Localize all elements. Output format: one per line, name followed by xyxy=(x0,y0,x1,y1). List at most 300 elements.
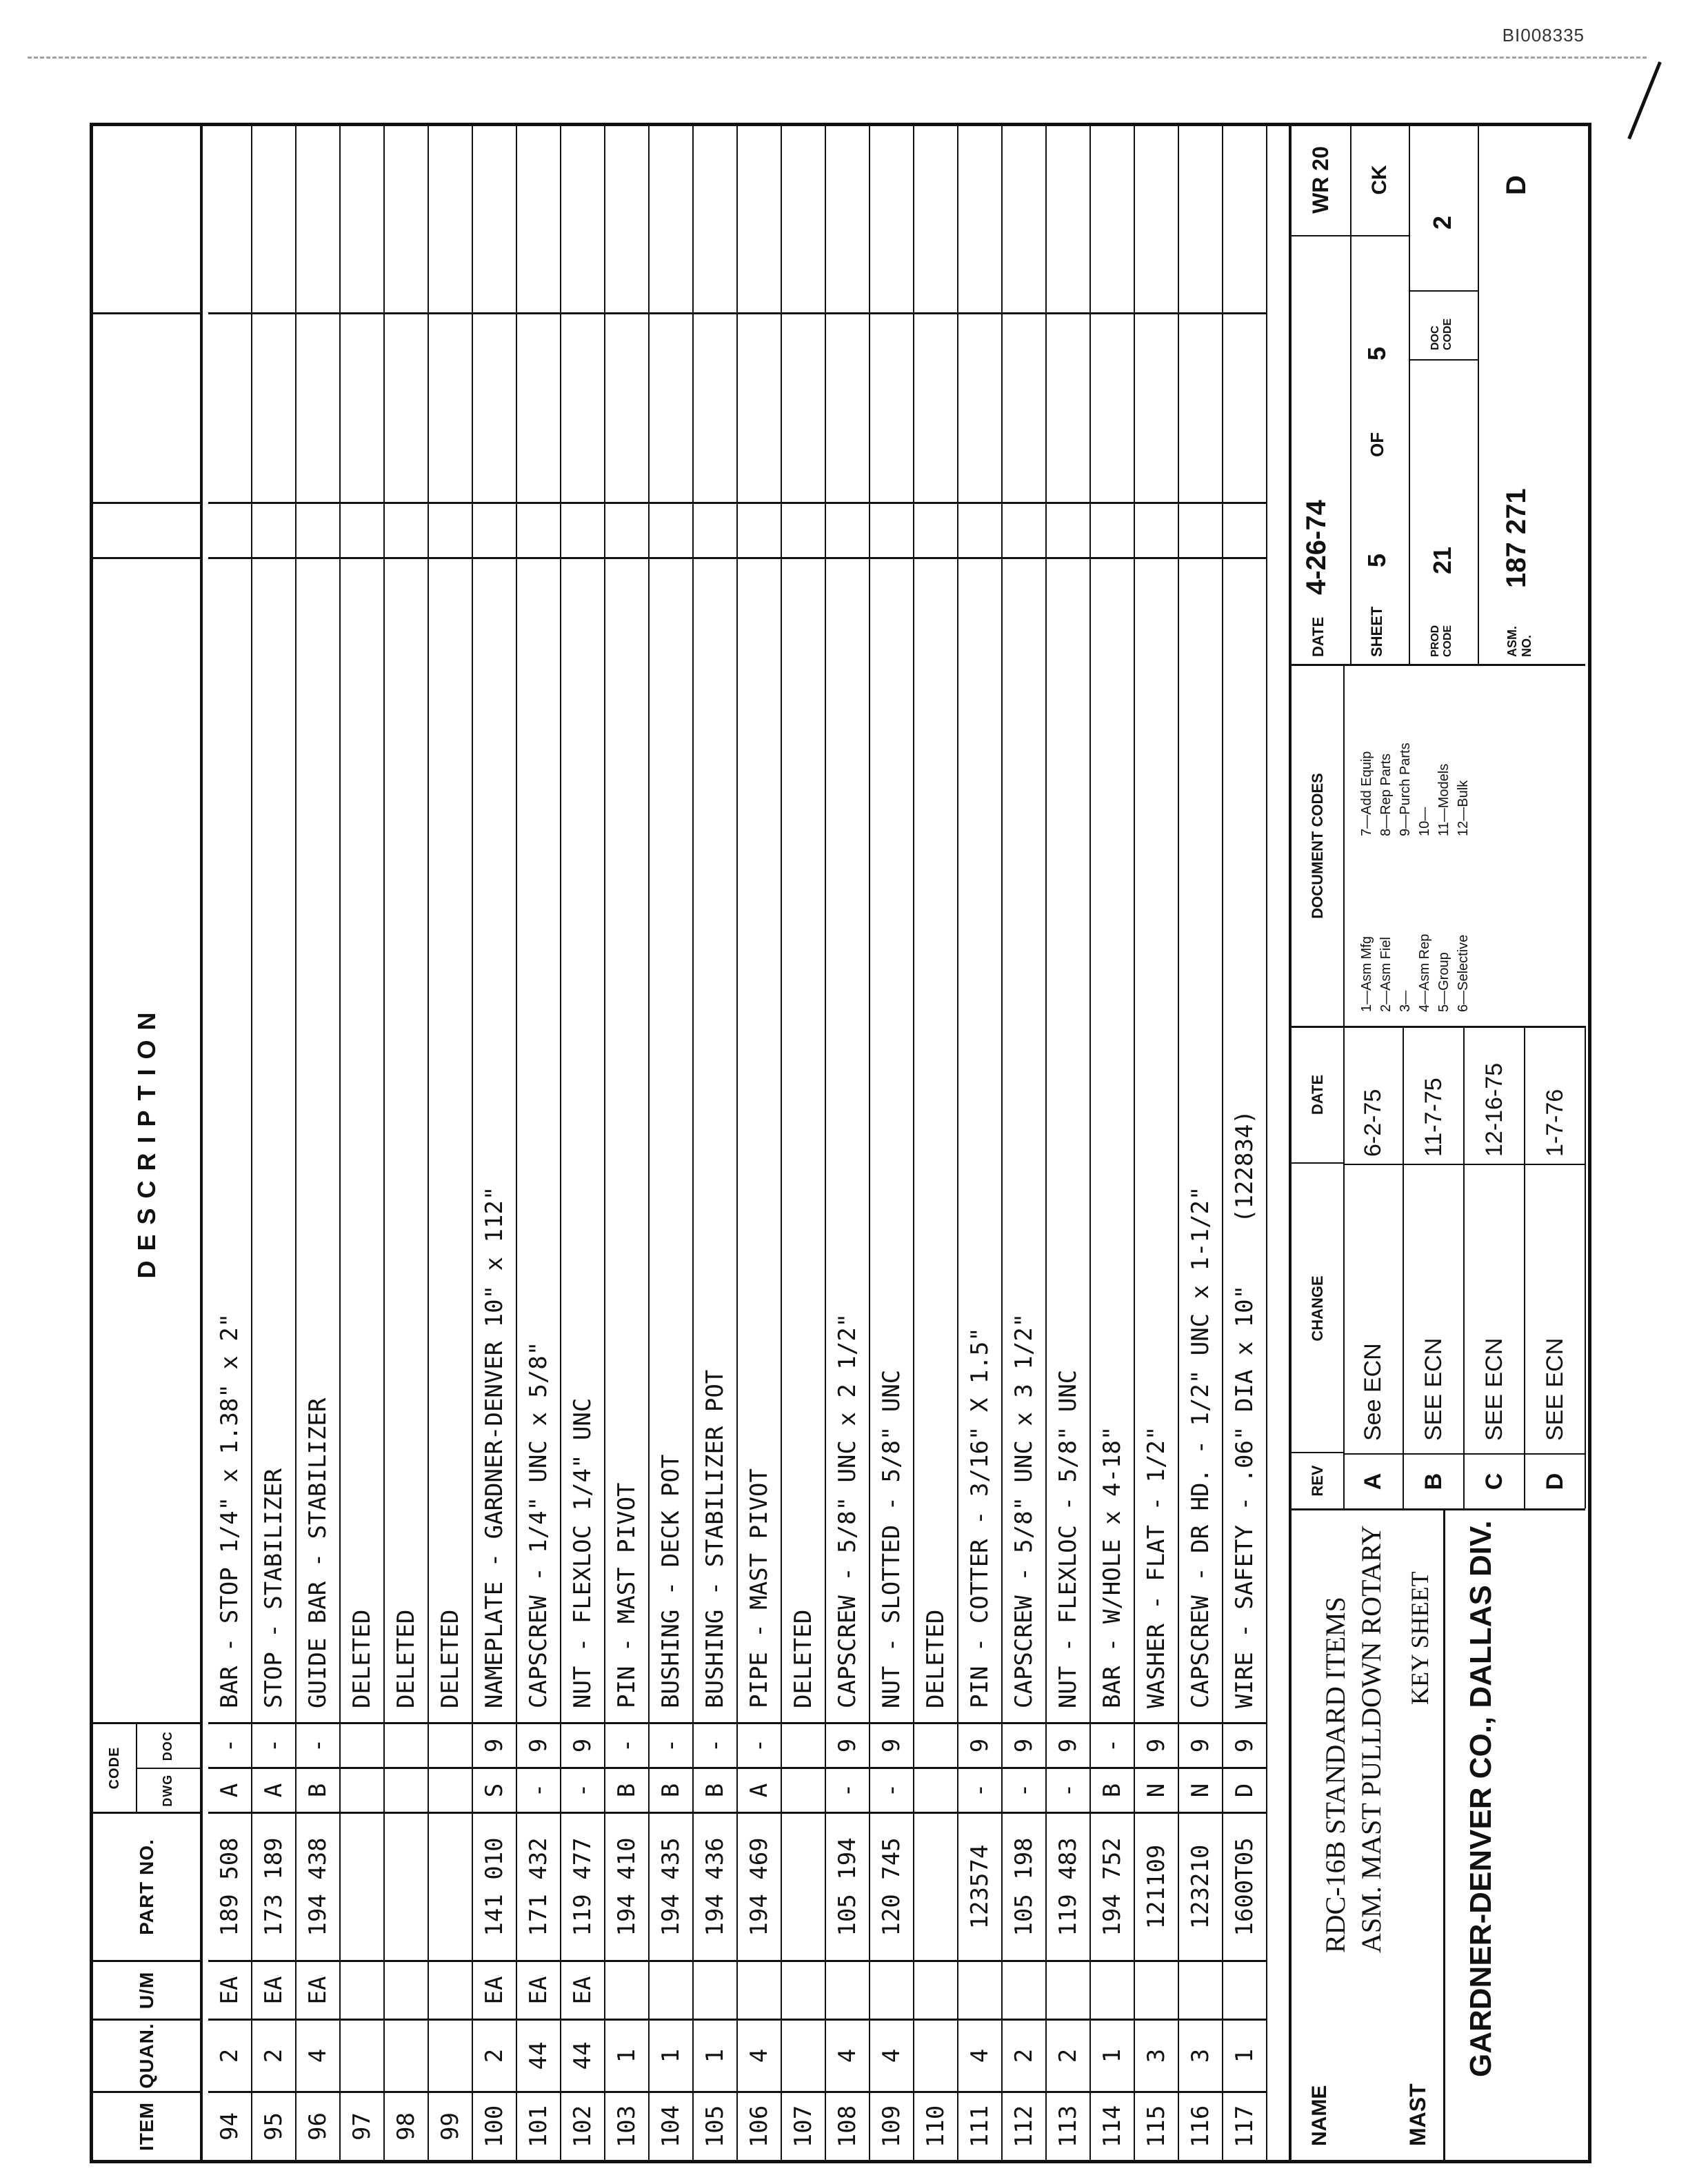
row-doc: 9 xyxy=(1047,1722,1089,1767)
row-dwg xyxy=(385,1767,428,1812)
row-part: 1600T05 xyxy=(1223,1812,1266,1960)
doc-code-entry: 9—Purch Parts xyxy=(1398,742,1413,836)
row-part: 123210 xyxy=(1179,1812,1222,1960)
row-item: 110 xyxy=(914,2091,957,2160)
row-blank-3 xyxy=(738,126,781,312)
row-quan: 44 xyxy=(517,2019,560,2091)
row-um xyxy=(914,1960,957,2019)
row-description: GUIDE BAR - STABILIZER xyxy=(297,557,339,1722)
row-blank-2 xyxy=(341,312,383,502)
row-item: 95 xyxy=(252,2091,295,2160)
row-blank-2 xyxy=(473,312,516,502)
table-row xyxy=(1047,126,1091,2160)
row-quan: 1 xyxy=(650,2019,692,2091)
row-dwg: - xyxy=(870,1767,913,1812)
row-description: PIN - COTTER - 3/16" X 1.5" xyxy=(958,557,1001,1722)
table-row xyxy=(1135,126,1179,2160)
row-quan: 1 xyxy=(605,2019,648,2091)
row-item: 99 xyxy=(429,2091,472,2160)
row-blank-2 xyxy=(385,312,428,502)
row-quan: 1 xyxy=(694,2019,736,2091)
row-part: 119 477 xyxy=(561,1812,604,1960)
row-quan: 4 xyxy=(738,2019,781,2091)
date-value: 4-26-74 xyxy=(1301,500,1332,595)
row-description: CAPSCREW - 1/4" UNC x 5/8" xyxy=(517,557,560,1722)
row-blank-1 xyxy=(738,502,781,557)
row-description: DELETED xyxy=(782,557,825,1722)
row-quan: 1 xyxy=(1223,2019,1266,2091)
row-blank-2 xyxy=(1223,312,1266,502)
code-label: CODE xyxy=(93,1724,137,1812)
row-dwg xyxy=(914,1767,957,1812)
row-doc: 9 xyxy=(870,1722,913,1767)
row-um xyxy=(826,1960,869,2019)
row-part xyxy=(341,1812,383,1960)
table-row xyxy=(517,126,561,2160)
row-description: BAR - W/HOLE x 4-18" xyxy=(1091,557,1134,1722)
row-blank-3 xyxy=(385,126,428,312)
row-dwg: A xyxy=(738,1767,781,1812)
row-dwg: N xyxy=(1135,1767,1178,1812)
row-blank-2 xyxy=(208,312,251,502)
row-blank-2 xyxy=(826,312,869,502)
row-dwg: D xyxy=(1223,1767,1266,1812)
row-description: BAR - STOP 1/4" x 1.38" x 2" xyxy=(208,557,251,1722)
table-row xyxy=(429,126,473,2160)
doc-code-entry: 10— xyxy=(1417,807,1432,836)
sheet-label: SHEET xyxy=(1368,606,1385,657)
row-blank-3 xyxy=(429,126,472,312)
row-dwg xyxy=(429,1767,472,1812)
row-dwg: B xyxy=(297,1767,339,1812)
row-dwg xyxy=(782,1767,825,1812)
company-name: GARDNER-DENVER CO., DALLAS DIV. xyxy=(1464,1520,1498,2077)
row-item: 103 xyxy=(605,2091,648,2160)
row-quan xyxy=(914,2019,957,2091)
row-item: 102 xyxy=(561,2091,604,2160)
row-blank-3 xyxy=(605,126,648,312)
doc-code-label: DOC CODE xyxy=(1429,318,1454,350)
row-item: 107 xyxy=(782,2091,825,2160)
row-part: 171 432 xyxy=(517,1812,560,1960)
table-row xyxy=(914,126,958,2160)
row-blank-2 xyxy=(429,312,472,502)
prod-code-label: PROD CODE xyxy=(1429,625,1454,657)
scan-edge-line xyxy=(28,57,1647,59)
row-doc: 9 xyxy=(473,1722,516,1767)
code-dwg: DWG xyxy=(136,1768,200,1812)
col-blank-3 xyxy=(93,126,200,312)
row-blank-2 xyxy=(605,312,648,502)
rev-letter: D xyxy=(1525,1453,1586,1508)
doc-code-entry: 3— xyxy=(1398,990,1413,1012)
row-dwg: B xyxy=(650,1767,692,1812)
row-um xyxy=(694,1960,736,2019)
row-part: 194 438 xyxy=(297,1812,339,1960)
row-dwg: - xyxy=(561,1767,604,1812)
row-blank-3 xyxy=(561,126,604,312)
row-doc xyxy=(341,1722,383,1767)
row-blank-1 xyxy=(429,502,472,557)
row-blank-1 xyxy=(870,502,913,557)
row-item: 105 xyxy=(694,2091,736,2160)
row-doc: - xyxy=(297,1722,339,1767)
doc-code-entry: 8—Rep Parts xyxy=(1378,753,1394,836)
row-blank-3 xyxy=(870,126,913,312)
row-item: 100 xyxy=(473,2091,516,2160)
row-quan: 2 xyxy=(1047,2019,1089,2091)
asm-label: ASM. NO. xyxy=(1505,626,1534,657)
row-um xyxy=(1179,1960,1222,2019)
row-blank-2 xyxy=(1003,312,1045,502)
row-quan: 2 xyxy=(1003,2019,1045,2091)
row-um xyxy=(738,1960,781,2019)
date-label: DATE xyxy=(1309,616,1327,657)
row-blank-3 xyxy=(297,126,339,312)
sheet-total: 5 xyxy=(1363,346,1391,361)
row-um xyxy=(1091,1960,1134,2019)
table-row xyxy=(1091,126,1135,2160)
row-blank-3 xyxy=(208,126,251,312)
row-doc: - xyxy=(650,1722,692,1767)
row-doc: 9 xyxy=(1003,1722,1045,1767)
row-dwg: - xyxy=(1047,1767,1089,1812)
row-description: BUSHING - STABILIZER POT xyxy=(694,557,736,1722)
row-dwg: - xyxy=(958,1767,1001,1812)
row-um: EA xyxy=(473,1960,516,2019)
row-um xyxy=(1223,1960,1266,2019)
parts-list-form xyxy=(90,123,1591,2163)
table-row xyxy=(561,126,605,2160)
row-part: 123574 xyxy=(958,1812,1001,1960)
row-blank-1 xyxy=(208,502,251,557)
row-item: 97 xyxy=(341,2091,383,2160)
row-um xyxy=(341,1960,383,2019)
row-blank-2 xyxy=(1091,312,1134,502)
row-part xyxy=(914,1812,957,1960)
col-blank-2 xyxy=(93,312,200,502)
row-blank-1 xyxy=(252,502,295,557)
row-description: PIN - MAST PIVOT xyxy=(605,557,648,1722)
row-quan: 3 xyxy=(1179,2019,1222,2091)
row-quan: 4 xyxy=(826,2019,869,2091)
row-part: 119 483 xyxy=(1047,1812,1089,1960)
col-quan: QUAN. xyxy=(93,2019,200,2091)
row-blank-1 xyxy=(958,502,1001,557)
row-blank-3 xyxy=(958,126,1001,312)
row-item: 108 xyxy=(826,2091,869,2160)
row-quan: 1 xyxy=(1091,2019,1134,2091)
row-um xyxy=(1003,1960,1045,2019)
row-description: CAPSCREW - 5/8" UNC x 3 1/2" xyxy=(1003,557,1045,1722)
row-item: 117 xyxy=(1223,2091,1266,2160)
row-blank-3 xyxy=(473,126,516,312)
row-blank-1 xyxy=(1091,502,1134,557)
name-line1: RDC-16B STANDARD ITEMS xyxy=(1320,1597,1351,1953)
rev-letter: C xyxy=(1465,1453,1525,1508)
row-blank-2 xyxy=(561,312,604,502)
row-um: EA xyxy=(517,1960,560,2019)
rev-change: See ECN xyxy=(1343,1164,1404,1453)
row-item: 104 xyxy=(650,2091,692,2160)
row-note: (122834) xyxy=(1231,1110,1258,1223)
row-item: 115 xyxy=(1135,2091,1178,2160)
row-um: EA xyxy=(208,1960,251,2019)
table-row xyxy=(826,126,870,2160)
rev-letter: A xyxy=(1343,1453,1404,1508)
row-item: 113 xyxy=(1047,2091,1089,2160)
row-description: CAPSCREW - 5/8" UNC x 2 1/2" xyxy=(826,557,869,1722)
row-item: 114 xyxy=(1091,2091,1134,2160)
row-blank-2 xyxy=(958,312,1001,502)
table-row xyxy=(473,126,517,2160)
doc-code-value: 2 xyxy=(1428,215,1456,230)
doc-code-entry: 7—Add Equip xyxy=(1359,751,1374,836)
row-part xyxy=(385,1812,428,1960)
row-blank-3 xyxy=(1179,126,1222,312)
row-part: 120 745 xyxy=(870,1812,913,1960)
row-blank-2 xyxy=(738,312,781,502)
row-dwg: B xyxy=(1091,1767,1134,1812)
row-part: 141 010 xyxy=(473,1812,516,1960)
row-quan: 3 xyxy=(1135,2019,1178,2091)
mast-label: MAST xyxy=(1405,2083,1430,2146)
wr-value: WR 20 xyxy=(1292,125,1350,236)
row-blank-1 xyxy=(297,502,339,557)
row-part: 105 194 xyxy=(826,1812,869,1960)
row-dwg: - xyxy=(826,1767,869,1812)
row-quan: 2 xyxy=(208,2019,251,2091)
table-row xyxy=(208,126,252,2160)
rev-change: SEE ECN xyxy=(1525,1164,1586,1453)
row-um xyxy=(429,1960,472,2019)
row-item: 94 xyxy=(208,2091,251,2160)
row-part: 105 198 xyxy=(1003,1812,1045,1960)
row-part: 194 436 xyxy=(694,1812,736,1960)
row-doc: - xyxy=(208,1722,251,1767)
row-doc: 9 xyxy=(1179,1722,1222,1767)
revision-block xyxy=(1292,1026,1585,1508)
row-part: 189 508 xyxy=(208,1812,251,1960)
row-blank-1 xyxy=(782,502,825,557)
table-row xyxy=(1179,126,1223,2160)
row-blank-3 xyxy=(826,126,869,312)
row-um xyxy=(782,1960,825,2019)
name-block xyxy=(1292,1508,1585,2160)
row-blank-3 xyxy=(341,126,383,312)
row-um xyxy=(870,1960,913,2019)
row-item: 96 xyxy=(297,2091,339,2160)
row-blank-1 xyxy=(1047,502,1089,557)
row-blank-1 xyxy=(385,502,428,557)
doc-code-entry: 1—Asm Mfg xyxy=(1359,936,1374,1012)
row-blank-1 xyxy=(473,502,516,557)
rev-date: 1-7-76 xyxy=(1525,1026,1586,1164)
doc-code-entry: 6—Selective xyxy=(1456,934,1471,1012)
row-item: 106 xyxy=(738,2091,781,2160)
row-doc: 9 xyxy=(958,1722,1001,1767)
row-description: WASHER - FLAT - 1/2" xyxy=(1135,557,1178,1722)
row-part: 194 469 xyxy=(738,1812,781,1960)
row-blank-2 xyxy=(517,312,560,502)
row-item: 112 xyxy=(1003,2091,1045,2160)
code-doc: DOC xyxy=(161,1731,174,1761)
table-row xyxy=(782,126,826,2160)
row-description: NUT - FLEXLOC - 5/8" UNC xyxy=(1047,557,1089,1722)
row-um: EA xyxy=(252,1960,295,2019)
table-row xyxy=(1003,126,1047,2160)
row-description: STOP - STABILIZER xyxy=(252,557,295,1722)
doc-codes-list-a xyxy=(1357,853,1473,1012)
row-description: NUT - SLOTTED - 5/8" UNC xyxy=(870,557,913,1722)
table-row xyxy=(297,126,341,2160)
row-um xyxy=(1047,1960,1089,2019)
row-doc: 9 xyxy=(826,1722,869,1767)
row-quan: 4 xyxy=(870,2019,913,2091)
row-blank-2 xyxy=(252,312,295,502)
row-quan: 4 xyxy=(297,2019,339,2091)
row-blank-2 xyxy=(297,312,339,502)
row-description: BUSHING - DECK POT xyxy=(650,557,692,1722)
row-doc xyxy=(385,1722,428,1767)
rev-date-header: DATE xyxy=(1292,1026,1345,1164)
doc-code-entry: 4—Asm Rep xyxy=(1417,933,1432,1012)
row-part xyxy=(782,1812,825,1960)
col-item: ITEM xyxy=(93,2091,200,2160)
doc-code-entry: 11—Models xyxy=(1436,763,1451,836)
row-dwg: S xyxy=(473,1767,516,1812)
row-description: NAMEPLATE - GARDNER-DENVER 10" x 112" xyxy=(473,557,516,1722)
name-label: NAME xyxy=(1308,2085,1331,2146)
ck-label: CK xyxy=(1350,125,1409,236)
row-dwg: - xyxy=(1003,1767,1045,1812)
row-part: 194 752 xyxy=(1091,1812,1134,1960)
row-blank-1 xyxy=(1179,502,1222,557)
doc-codes-header: DOCUMENT CODES xyxy=(1292,666,1345,1026)
title-block xyxy=(1289,126,1588,2160)
row-blank-1 xyxy=(1223,502,1266,557)
row-um xyxy=(650,1960,692,2019)
row-blank-1 xyxy=(1135,502,1178,557)
row-doc: - xyxy=(738,1722,781,1767)
column-header xyxy=(93,126,203,2160)
row-blank-3 xyxy=(914,126,957,312)
sheet-info-block xyxy=(1292,126,1585,664)
row-quan xyxy=(782,2019,825,2091)
row-dwg: A xyxy=(252,1767,295,1812)
table-row xyxy=(738,126,782,2160)
rev-date: 12-16-75 xyxy=(1465,1026,1525,1164)
table-row xyxy=(341,126,385,2160)
row-description: DELETED xyxy=(429,557,472,1722)
row-part xyxy=(429,1812,472,1960)
row-part: 173 189 xyxy=(252,1812,295,1960)
key-sheet-label: KEY SHEET xyxy=(1406,1571,1434,1705)
row-um: EA xyxy=(561,1960,604,2019)
table-row xyxy=(252,126,297,2160)
current-rev: D xyxy=(1501,175,1531,195)
row-description: DELETED xyxy=(385,557,428,1722)
row-um: EA xyxy=(297,1960,339,2019)
row-description: WIRE - SAFETY - .06" DIA x 10" (122834) xyxy=(1223,557,1266,1722)
row-blank-2 xyxy=(782,312,825,502)
row-description: DELETED xyxy=(914,557,957,1722)
row-dwg: - xyxy=(517,1767,560,1812)
change-header: CHANGE xyxy=(1292,1162,1345,1453)
rev-change: SEE ECN xyxy=(1404,1164,1465,1453)
row-blank-3 xyxy=(1135,126,1178,312)
row-blank-2 xyxy=(1135,312,1178,502)
row-blank-2 xyxy=(1047,312,1089,502)
row-dwg: B xyxy=(694,1767,736,1812)
rev-date: 6-2-75 xyxy=(1343,1026,1404,1164)
row-dwg: A xyxy=(208,1767,251,1812)
row-item: 101 xyxy=(517,2091,560,2160)
row-blank-3 xyxy=(1047,126,1089,312)
table-row xyxy=(650,126,694,2160)
row-quan xyxy=(429,2019,472,2091)
row-blank-1 xyxy=(694,502,736,557)
row-doc xyxy=(429,1722,472,1767)
row-dwg: B xyxy=(605,1767,648,1812)
table-row xyxy=(385,126,429,2160)
row-item: 111 xyxy=(958,2091,1001,2160)
row-blank-1 xyxy=(914,502,957,557)
row-part: 121109 xyxy=(1135,1812,1178,1960)
asm-number: 187 271 xyxy=(1501,488,1531,588)
row-blank-1 xyxy=(517,502,560,557)
rev-date: 11-7-75 xyxy=(1404,1026,1465,1164)
doc-code-entry: 12—Bulk xyxy=(1456,780,1471,836)
row-part: 194 435 xyxy=(650,1812,692,1960)
col-code xyxy=(93,1722,200,1812)
row-blank-2 xyxy=(914,312,957,502)
row-description: DELETED xyxy=(341,557,383,1722)
row-doc xyxy=(782,1722,825,1767)
row-description: NUT - FLEXLOC 1/4" UNC xyxy=(561,557,604,1722)
row-doc: - xyxy=(252,1722,295,1767)
row-doc: - xyxy=(605,1722,648,1767)
row-blank-2 xyxy=(650,312,692,502)
row-blank-1 xyxy=(341,502,383,557)
row-doc: 9 xyxy=(561,1722,604,1767)
row-doc: - xyxy=(694,1722,736,1767)
doc-code-entry: 5—Group xyxy=(1436,952,1451,1012)
rev-letter: B xyxy=(1404,1453,1465,1508)
table-row xyxy=(1223,126,1267,2160)
row-blank-1 xyxy=(605,502,648,557)
row-quan: 2 xyxy=(473,2019,516,2091)
table-row xyxy=(958,126,1003,2160)
row-blank-1 xyxy=(1003,502,1045,557)
row-doc: - xyxy=(1091,1722,1134,1767)
row-quan xyxy=(385,2019,428,2091)
col-part: PART NO. xyxy=(93,1812,200,1960)
row-item: 109 xyxy=(870,2091,913,2160)
rev-change: SEE ECN xyxy=(1465,1164,1525,1453)
row-um xyxy=(385,1960,428,2019)
pen-mark xyxy=(1627,61,1662,139)
row-um xyxy=(958,1960,1001,2019)
doc-code-entry: 2—Asm Fiel xyxy=(1378,937,1394,1012)
row-description: CAPSCREW - DR HD. - 1/2" UNC x 1-1/2" xyxy=(1179,557,1222,1722)
row-blank-2 xyxy=(694,312,736,502)
row-quan: 2 xyxy=(252,2019,295,2091)
row-blank-2 xyxy=(870,312,913,502)
col-blank-1 xyxy=(93,502,200,557)
row-doc: 9 xyxy=(517,1722,560,1767)
document-codes-block xyxy=(1292,664,1585,1026)
